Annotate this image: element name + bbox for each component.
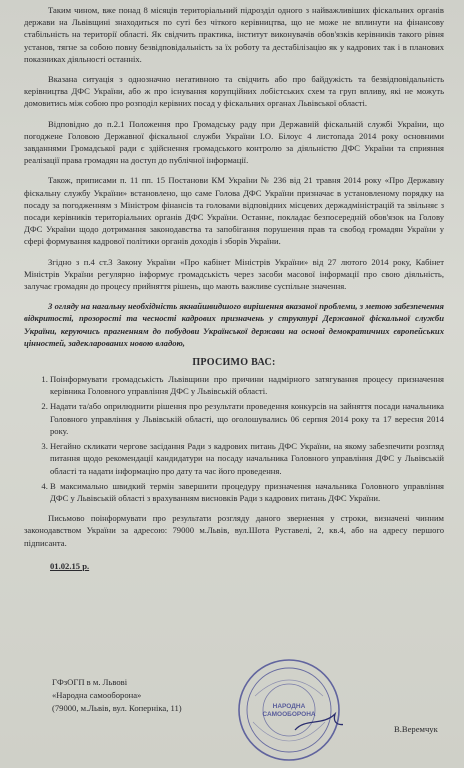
request-list bbox=[24, 373, 444, 504]
organization-block bbox=[52, 676, 182, 715]
request-item: 1. Поінформувати громадськість Львівщини про причини надмірного затягування процесу призначення керівника Головного управління ДФС у Львівській області. bbox=[50, 373, 444, 397]
org-title: «Народна самооборона» bbox=[52, 690, 142, 700]
paragraph-public-council: Відповідно до п.2.1 Положення про Громадську раду при Державній фіскальній службі України, що погоджене Головою Державної фіскальної служби України І.О. Білоус 4 листопада 2014 року основними завданнями Громадської ради є здійснення громадського контролю за діяльністю ДФС України та сприяння реалізації права громадян на доступ до публічної інформації. bbox=[24, 118, 444, 166]
signer-name: В.Веремчук bbox=[394, 724, 438, 734]
paragraph-situation: Таким чином, вже понад 8 місяців територіальний підрозділ одного з найважливіших фіскальних органів держави на Львівщині знаходиться по суті без чіткого керівництва, що не може не вплинути на фінансову стабільність на території області. Як свідчить практика, інститут виконувачів обов'язків керівників такого рівня установ, тягне за собою повну безвідповідальність за їх роботу та дестабілізацію як у кадрових так і в планових показниках діяльності останніх. bbox=[24, 5, 444, 64]
request-item: 3. Негайно скликати чергове засідання Ради з кадрових питань ДФС України, на якому забезпечити розгляд питання щодо рекомендації кандидатури на посаду начальника Головного управління ДФС у Львівській області та надати інформацію про дату та час його проведення. bbox=[50, 440, 444, 477]
paragraph-reply-request: Письмово поінформувати про результати розгляду даного звернення у строки, визначені чинним законодавством України за адресою: 79000 м.Львів, вул.Шота Руставелі, 2, кв.4, або на адресу першого підписанта. bbox=[24, 513, 444, 548]
org-name: ГФзОГП в м. Львові bbox=[52, 677, 128, 687]
official-stamp bbox=[235, 656, 343, 764]
paragraph-negative-situation: Вказана ситуація з однозначно негативною та свідчить або про байдужість та безвідповідальність керівництва ДФС України, або ж про існування корупційних лобістських схем та груп впливу, які не можуть домовитись між собою про розподіл керівних посад у фіскальних органах Львівської області. bbox=[24, 74, 444, 109]
paragraph-considering: З огляду на нагальну необхідність якнайшвидшого вирішення вказаної проблеми, з метою забезпечення відкритості, прозорості та чесності кадрових призначень у структурі Державної фіскальної служби України, керуючись прагненням до побудови Української держави на основі демократичних європейських цінностей, задекларованих новою владою, bbox=[24, 301, 444, 348]
stamp-text-top: НАРОДНА bbox=[272, 703, 306, 710]
request-item: 4. В максимально швидкий термін завершити процедуру призначення начальника Головного управління ДФС у Львівській області з врахуванням висновків Ради з кадрових питань ДФС України. bbox=[50, 480, 444, 504]
request-heading: ПРОСИМО ВАС: bbox=[192, 357, 276, 369]
org-address: (79000, м.Львів, вул. Коперніка, 11) bbox=[52, 703, 182, 713]
paragraph-cabinet-law: Згідно з п.4 ст.3 Закону України «Про кабінет Міністрів України» від 27 лютого 2014 року, Кабінет Міністрів України регулярно інформує громадськість через засоби масової інформації про свою діяльність, залучає громадян до процесу прийняття рішень, що мають важливе суспільне значення. bbox=[24, 256, 444, 292]
request-item: 2. Надати та/або оприлюднити рішення про результати проведення конкурсів на зайняття посади начальника Головного управління у Львівській області, що оголошувались 06 серпня 2014 року та 17 вересня 2014 року. bbox=[50, 400, 444, 437]
paragraph-resolution-236: Також, приписами п. 11 пп. 15 Постанови КМ України № 236 від 21 травня 2014 року «Про Державну фіскальну службу України» встановлено, що саме Голова ДФС України призначає в установленому порядку на посаду за погодженням з Міністром фінансів та головами відповідних місцевих держадміністрацій та звільняє з посади керівників територіальних органів ДФС України. Останнє, покладає безпосередній обов'язок на Голову ДФС України щодо дотримання законодавства та запобігання порушення прав та свобод громадян України у сфері формування кадрової політики органів доходів і зборів України. bbox=[24, 175, 444, 247]
document-date: 01.02.15 р. bbox=[50, 560, 90, 571]
stamp-text-bottom: САМООБОРОНА bbox=[262, 711, 316, 718]
